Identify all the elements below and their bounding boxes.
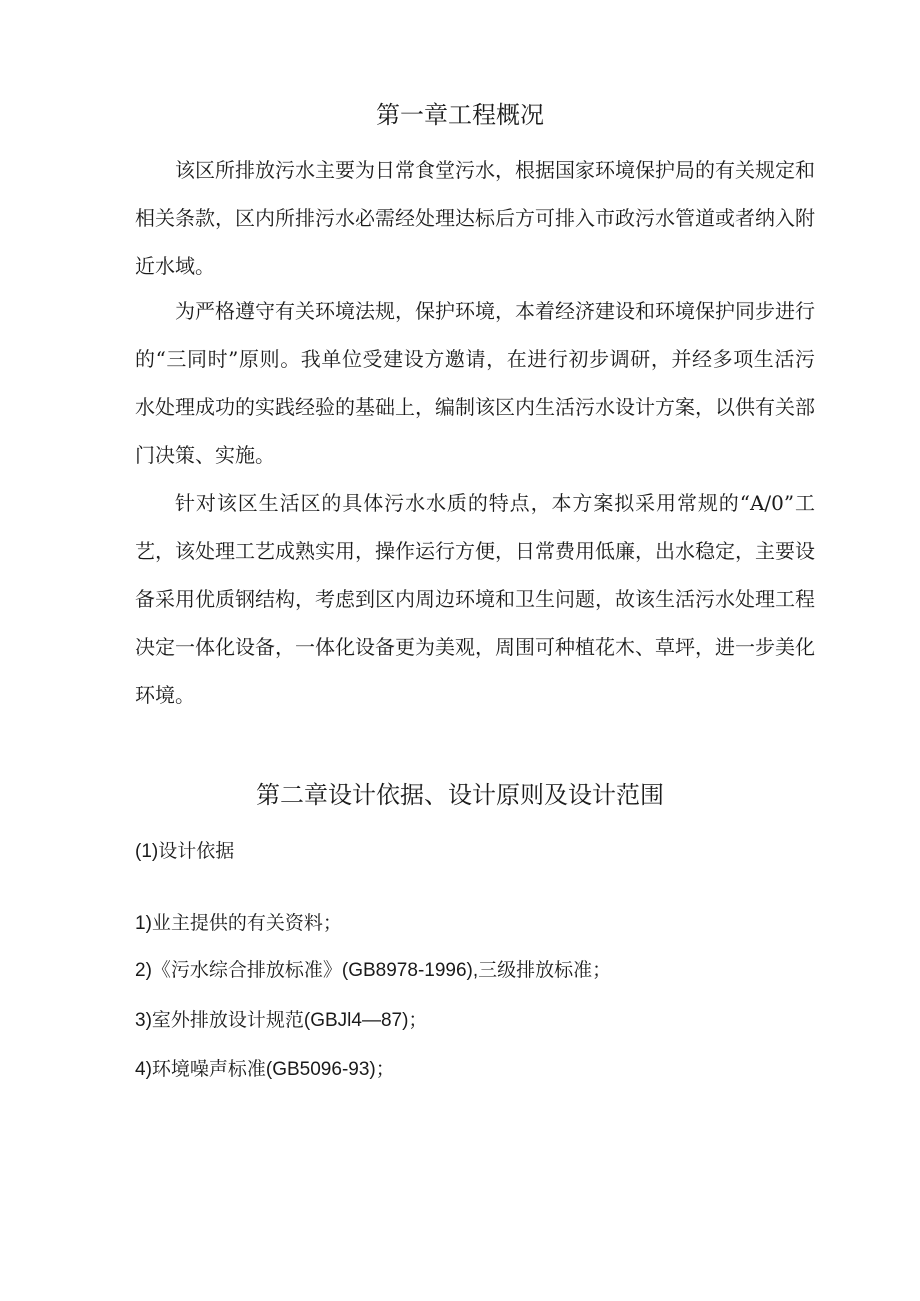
chapter-1-paragraph-3: 针对该区生活区的具体污水水质的特点，本方案拟采用常规的“A/0”工艺，该处理工艺成熟实用，操作运行方便，日常费用低廉，出水稳定，主要设备采用优质钢结构，考虑到区内周边环境和卫生问题，故该生活污水处理工程决定一体化设备，一体化设备更为美观，周围可种植花木、草坪，进一步美化环境。 <box>135 491 815 707</box>
design-basis-item-3: 3)室外排放设计规范(GBJl4—87)； <box>135 1010 428 1031</box>
design-basis-item-4: 4)环境噪声标准(GB5096-93)； <box>135 1059 395 1080</box>
design-basis-item-2: 2)《污水综合排放标准》(GB8978-1996),三级排放标准； <box>135 960 612 981</box>
chapter-1-paragraph-2: 为严格遵守有关环境法规，保护环境，本着经济建设和环境保护同步进行的“三同时”原则。我单位受建设方邀请，在进行初步调研，并经多项生活污水处理成功的实践经验的基础上，编制该区内生活污水设计方案，以供有关部门决策、实施。 <box>135 299 815 467</box>
design-basis-item-1: 1)业主提供的有关资料； <box>135 913 342 934</box>
chapter-1-title: 第一章工程概况 <box>376 101 544 129</box>
chapter-1-paragraph-1: 该区所排放污水主要为日常食堂污水，根据国家环境保护局的有关规定和相关条款，区内所排污水必需经处理达标后方可排入市政污水管道或者纳入附近水域。 <box>135 158 815 278</box>
subsection-design-basis: (1)设计依据 <box>135 841 235 862</box>
chapter-2-title: 第二章设计依据、设计原则及设计范围 <box>256 781 664 809</box>
